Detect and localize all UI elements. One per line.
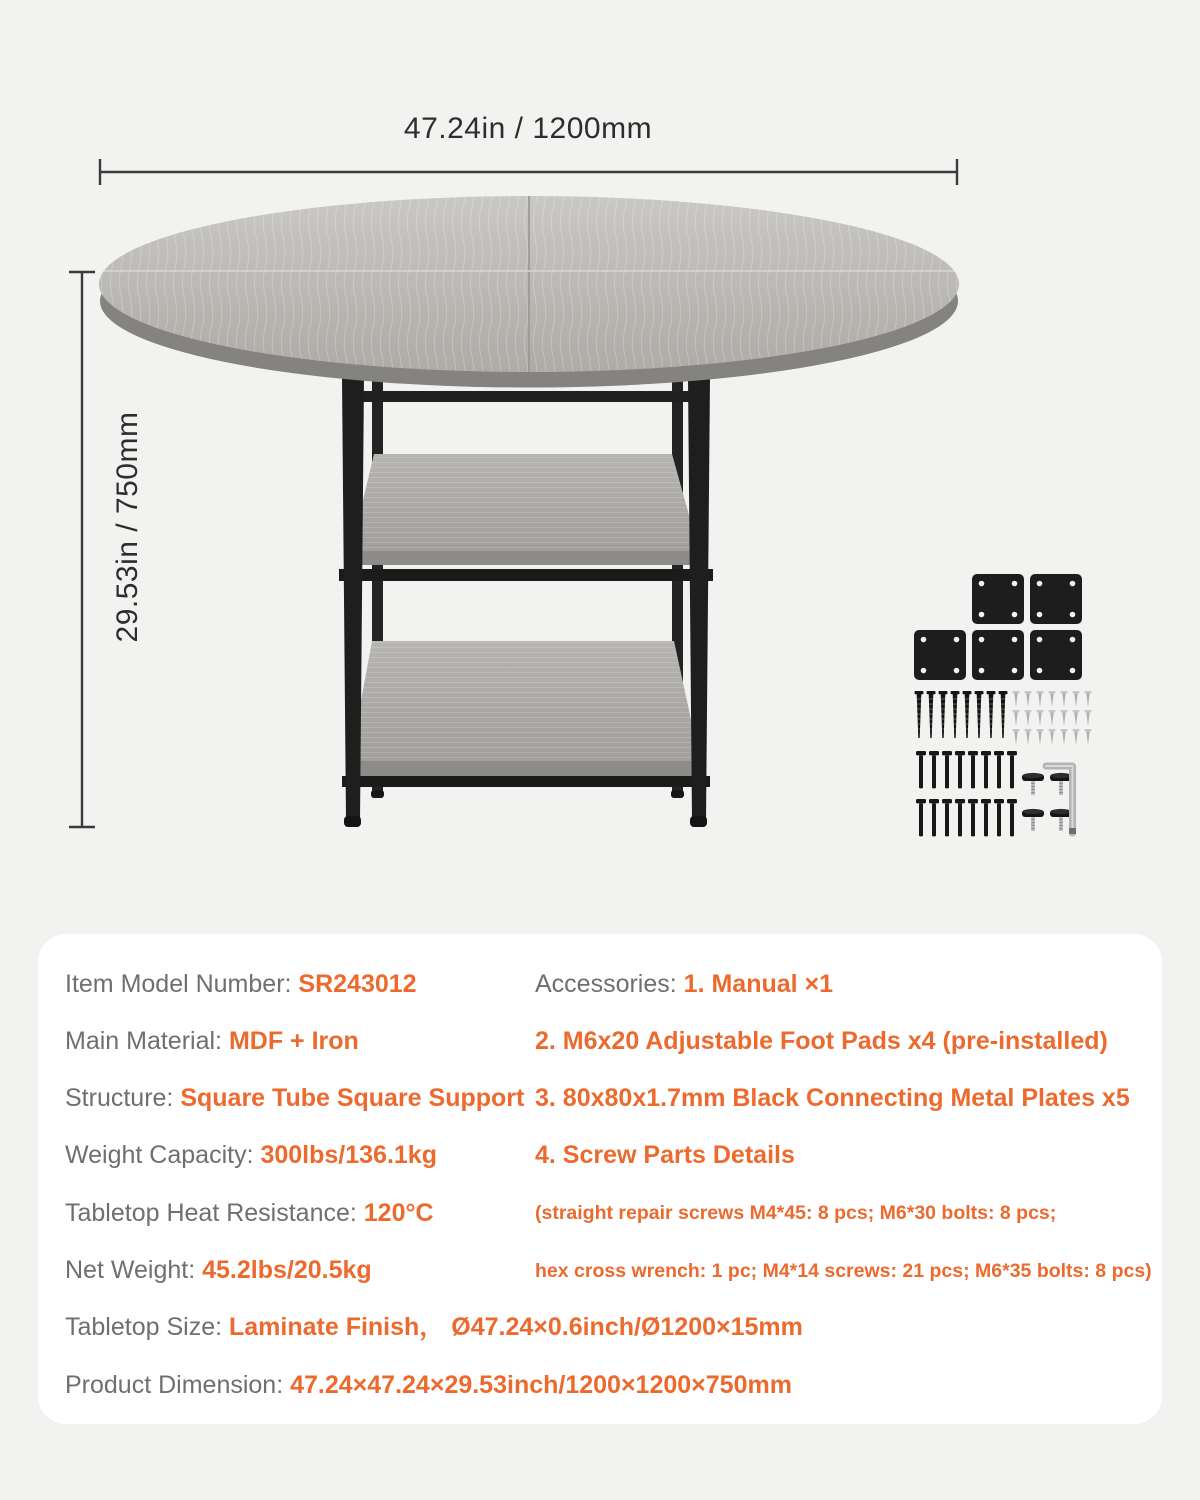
height-dimension-line [69,272,95,827]
spec-value: 120°C [363,1199,434,1227]
bolts-icon [916,751,1017,836]
spec-panel [38,934,1162,1424]
spec-label: Product Dimension: [65,1371,291,1399]
foot-pads-icon [1022,773,1072,831]
spec-value: Laminate Finish， Ø47.24×0.6inch/Ø1200×15mm [229,1313,803,1341]
spec-value: 300lbs/136.1kg [260,1141,437,1169]
spec-value: (straight repair screws M4*45: 8 pcs; M6*30 bolts: 8 pcs; [535,1202,1057,1224]
spec-value: MDF + Iron [228,1027,359,1055]
spec-value: SR243012 [298,970,417,998]
table-top [99,195,959,388]
spec-value: hex cross wrench: 1 pc; M4*14 screws: 21 pcs; M6*35 bolts: 8 pcs) [535,1260,1152,1282]
spec-label: Tabletop Size: [65,1313,229,1341]
height-dimension-label: 29.53in / 750mm [111,411,144,643]
table-bottom-shelf [342,641,710,787]
spec-value: 47.24×47.24×29.53inch/1200×1200×750mm [290,1371,792,1399]
spec-row-screw-detail-1 [535,1202,1056,1224]
table-top-frame-bar [356,391,702,402]
width-dimension-label: 47.24in / 1200mm [403,112,653,145]
spec-value: Square Tube Square Support [180,1084,525,1112]
spec-label: Item Model Number: [65,970,299,998]
spec-row-heat-resistance [65,1199,434,1228]
spec-label: Net Weight: [65,1256,203,1284]
spec-value: 4. Screw Parts Details [535,1141,795,1169]
spec-label: Structure: [65,1084,181,1112]
spec-row-foot-pads [535,1027,1108,1056]
spec-row-structure [65,1084,524,1113]
spec-label: Weight Capacity: [65,1141,261,1169]
spec-row-accessories [535,970,833,999]
hardware-kit-illustration [914,574,1092,836]
spec-row-screw-detail-2 [535,1260,1152,1282]
connecting-plates-icon [914,574,1082,680]
spec-label: Tabletop Heat Resistance: [65,1199,364,1227]
spec-row-net-weight [65,1256,372,1285]
table-middle-shelf [339,454,713,581]
spec-row-tabletop-size [65,1313,803,1342]
small-screws-icon [1013,691,1092,745]
spec-row-main-material [65,1027,359,1056]
spec-value: 45.2lbs/20.5kg [202,1256,372,1284]
spec-label: Main Material: [65,1027,229,1055]
spec-value: 3. 80x80x1.7mm Black Connecting Metal Plates x5 [535,1084,1130,1112]
repair-screws-icon [915,691,1008,738]
spec-row-product-dimension [65,1371,792,1400]
spec-row-metal-plates [535,1084,1130,1113]
width-dimension-line [100,159,957,185]
spec-value: 1. Manual ×1 [683,970,834,998]
spec-value: 2. M6x20 Adjustable Foot Pads x4 (pre-installed) [535,1027,1108,1055]
spec-row-weight-capacity [65,1141,437,1170]
spec-label: Accessories: [535,970,684,998]
spec-row-item-model [65,970,417,999]
spec-row-screw-parts [535,1141,795,1170]
